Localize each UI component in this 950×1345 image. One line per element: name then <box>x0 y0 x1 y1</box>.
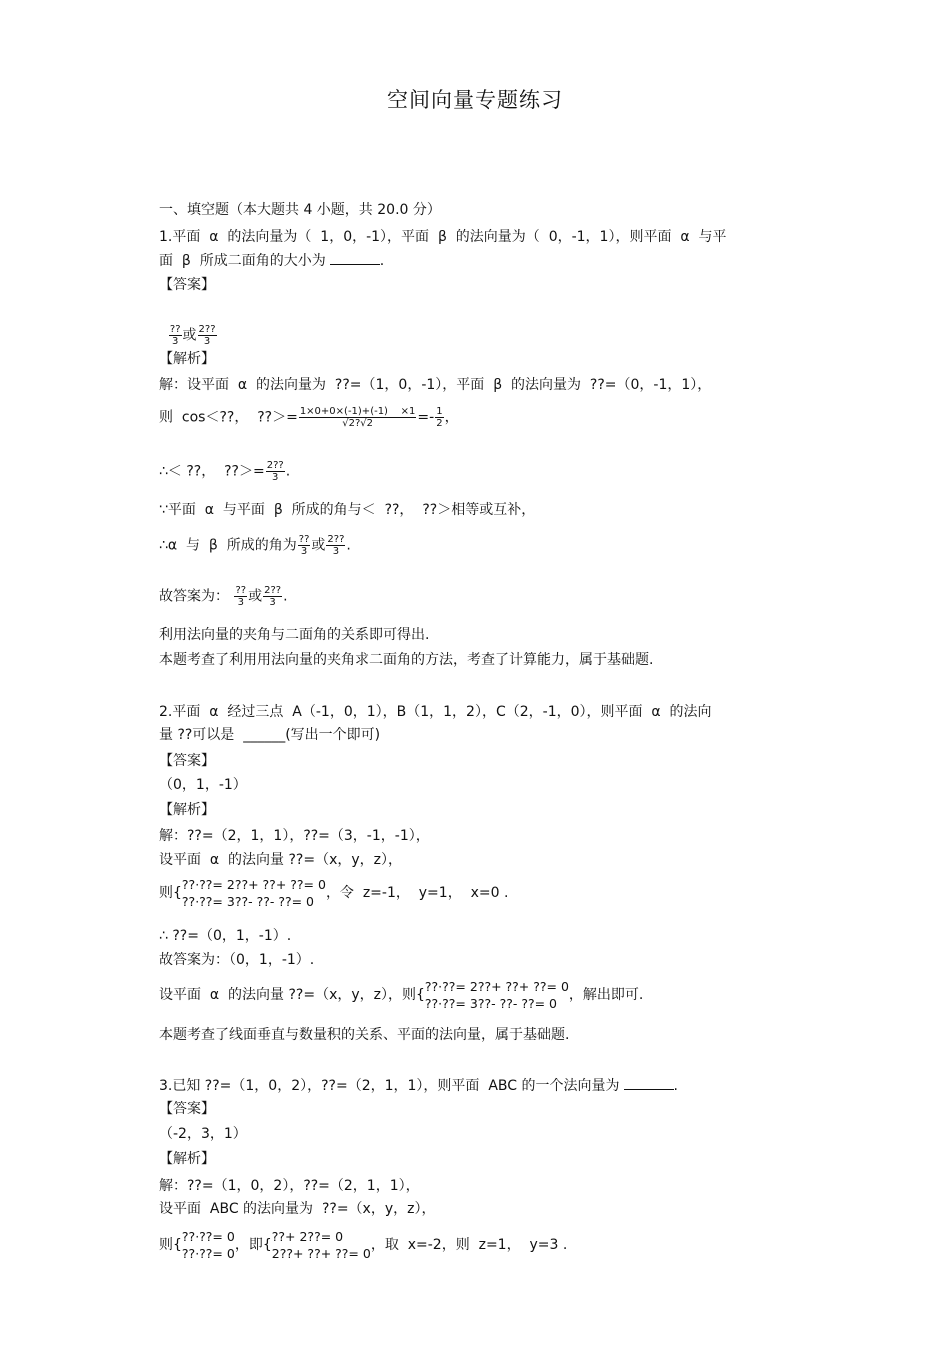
equation-system: ??·??= 2??+ ??+ ??= 0 ??·??= 3??- ??- ??= 0 <box>424 979 569 1011</box>
q2-stem-line1: 2.平面 α 经过三点 A（-1，0，1），B（1，1，2），C（2，-1，0），则平面 α 的法向 <box>159 704 712 720</box>
fraction: $\frac{2??}{3}$ <box>266 460 284 483</box>
page-title: 空间向量专题练习 <box>387 88 563 112</box>
q1-note1: 利用法向量的夹角与二面角的关系即可得出. <box>159 627 430 643</box>
q2-solution-line5: 故答案为：（0，1，-1）. <box>159 952 315 968</box>
q1-solution-line3: ∴＜ ??， ??＞= $\frac{2??}{3}$ . <box>159 460 291 483</box>
q1-solution-line5: ∴α 与 β 所成的角为 $\frac{??}{3}$ 或 $\frac{2??}{3}$ . <box>159 534 351 557</box>
q1-note2: 本题考查了利用用法向量的夹角求二面角的方法，考查了计算能力，属于基础题. <box>159 652 654 668</box>
answer-tag: 【答案】 <box>159 753 215 769</box>
q1-solution-line4: ∵平面 α 与平面 β 所成的角与＜ ??， ??＞相等或互补， <box>159 502 536 518</box>
equation-system: ??+ 2??= 0 2??+ ??+ ??= 0 <box>271 1229 371 1261</box>
fraction: $\frac{2??}{3}$ <box>198 324 216 347</box>
q1-solution-line2: 则 cos＜??， ??＞= $\frac{1\times 0+0\times(-1)+(-1) \times 1}{√2?√2}$ =- $\frac{1}{2}$ ， <box>159 406 459 429</box>
q3-answer: （-2，3，1） <box>159 1126 247 1142</box>
equation-system: ??·??= 0 ??·??= 0 <box>181 1229 235 1261</box>
analysis-tag: 【解析】 <box>159 802 215 818</box>
q2-solution-system: 则{ ??·??= 2??+ ??+ ??= 0 ??·??= 3??- ??- ??= 0 ，令 z=-1， y=1， x=0 . <box>159 877 509 909</box>
analysis-tag: 【解析】 <box>159 351 215 367</box>
fraction: $\frac{??}{3}$ <box>169 324 181 347</box>
q1-answer: $\frac{??}{3}$ 或 $\frac{2??}{3}$ <box>169 324 216 347</box>
q2-solution-line2: 设平面 α 的法向量 ??=（x，y，z）， <box>159 852 402 868</box>
fraction: $\frac{??}{3}$ <box>298 534 310 557</box>
q1-solution-line1: 解：设平面 α 的法向量为 ??=（1，0，-1），平面 β 的法向量为 ??=（0，-1，1）， <box>159 377 712 393</box>
fraction: $\frac{2??}{3}$ <box>264 585 282 608</box>
fraction: $\frac{1\times 0+0\times(-1)+(-1) \times 1}{√2?√2}$ <box>299 406 416 429</box>
q1-stem-line1: 1.平面 α 的法向量为（ 1，0，-1），平面 β 的法向量为（ 0，-1，1），则平面 α 与平 <box>159 229 727 245</box>
q2-note: 本题考查了线面垂直与数量积的关系、平面的法向量，属于基础题. <box>159 1027 570 1043</box>
q3-stem: 3.已知 ??=（1，0，2），??=（2，1，1），则平面 ABC 的一个法向量为 . <box>159 1078 678 1094</box>
answer-blank <box>624 1077 674 1090</box>
q2-solution-line1: 解：??=（2，1，1），??=（3，-1，-1）， <box>159 828 430 844</box>
equation-system: ??·??= 2??+ ??+ ??= 0 ??·??= 3??- ??- ??= 0 <box>181 877 326 909</box>
q1-stem-line2: 面 β 所成二面角的大小为 . <box>159 253 385 269</box>
q3-solution-line2: 设平面 ABC 的法向量为 ??=（x，y，z）， <box>159 1201 436 1217</box>
q3-solution-line1: 解：??=（1，0，2），??=（2，1，1）， <box>159 1178 420 1194</box>
fraction: $\frac{2??}{3}$ <box>327 534 345 557</box>
q2-method-system: 设平面 α 的法向量 ??=（x，y，z），则{ ??·??= 2??+ ??+ ??= 0 ??·??= 3??- ??- ??= 0 ，解出即可. <box>159 979 644 1011</box>
analysis-tag: 【解析】 <box>159 1151 215 1167</box>
section-heading: 一、填空题（本大题共 4 小题，共 20.0 分） <box>159 202 441 218</box>
answer-tag: 【答案】 <box>159 277 215 293</box>
q1-stem-text: 面 β 所成二面角的大小为 <box>159 253 326 269</box>
fraction: $\frac{1}{2}$ <box>436 406 443 429</box>
answer-blank <box>330 252 380 265</box>
answer-tag: 【答案】 <box>159 1101 215 1117</box>
fraction: $\frac{??}{3}$ <box>235 585 247 608</box>
q1-final-answer: 故答案为： $\frac{??}{3}$ 或 $\frac{2??}{3}$ . <box>159 585 288 608</box>
q2-solution-line4: ∴ ??=（0，1，-1）. <box>159 928 292 944</box>
q2-stem-line2: 量 ??可以是 ______(写出一个即可) <box>159 727 381 743</box>
q2-answer: （0，1，-1） <box>159 777 247 793</box>
q3-solution-system: 则{ ??·??= 0 ??·??= 0 ，即{ ??+ 2??= 0 2??+ ??+ ??= 0 ，取 x=-2，则 z=1， y=3 . <box>159 1229 568 1261</box>
